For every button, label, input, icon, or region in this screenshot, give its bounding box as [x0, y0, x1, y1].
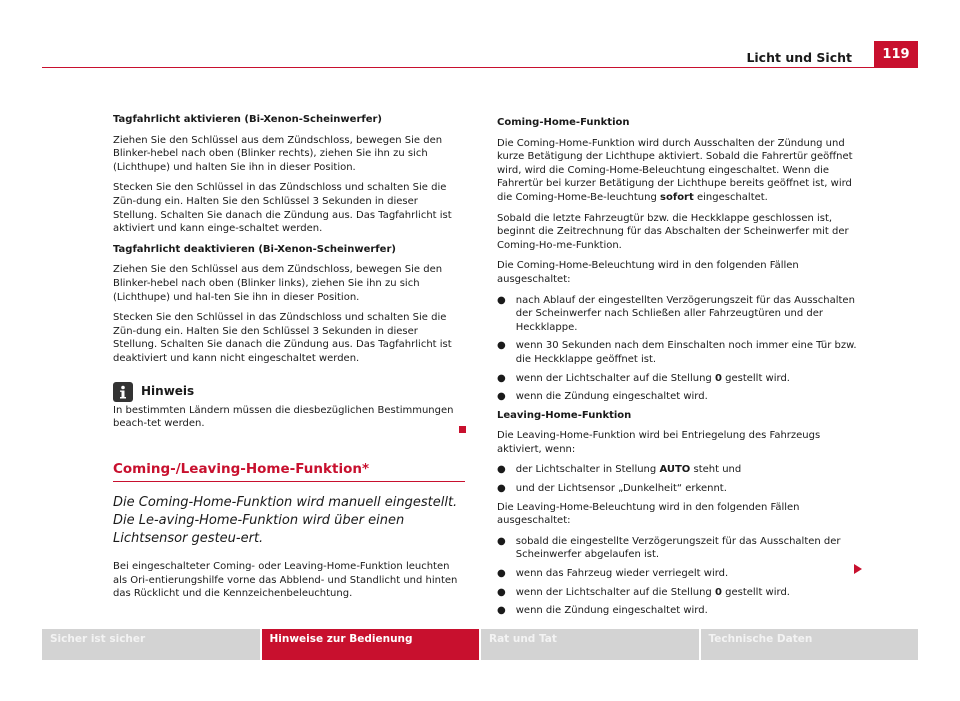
bullet-icon: ●: [497, 294, 506, 306]
bullet-icon: ●: [497, 372, 506, 384]
section-title: Licht und Sicht: [746, 50, 852, 65]
list-item: ● sobald die eingestellte Verzögerungszeit für das Ausschalten der Scheinwerfer abgelaufen ist.: [497, 535, 841, 561]
end-of-section-marker: [459, 426, 466, 433]
right-column: [497, 116, 857, 623]
paragraph: Die Coming-Home-Funktion wird durch Ausschalten der Zündung und kurze Betätigung der Lichthupe aktiviert. Sobald die Fahrertür geöffnet wird, wird die Coming-Home-Beleuchtung eingeschaltet. Wenn die Fahrertür bei kurzer Betätigung der Lichthupe bereits geöffnet ist, wird die Coming-Home-Be-leuchtung sofort eingeschaltet.: [497, 137, 853, 203]
note-header: [113, 382, 465, 402]
paragraph: Bei eingeschalteter Coming- oder Leaving-Home-Funktion leuchten als Ori-entierungshilfe vorne das Abblend- und Standlicht und hinten das Rücklicht und die Kennzeichenbeleuchtung.: [113, 561, 458, 600]
list-item: ● nach Ablauf der eingestellten Verzögerungszeit für das Ausschalten der Scheinwerfer nach Schließen aller Fahrzeugtüren und der Heckklappe.: [497, 294, 855, 333]
bullet-icon: ●: [497, 483, 506, 495]
chapter-nav: [42, 629, 918, 660]
bullet-icon: ●: [497, 605, 506, 617]
switch-position-auto: AUTO: [659, 464, 691, 476]
section-heading: Coming-/Leaving-Home-Funktion*: [113, 463, 465, 483]
list-item: ● wenn die Zündung eingeschaltet wird.: [497, 605, 708, 617]
info-icon: [113, 382, 133, 402]
subheading-deactivate: Tagfahrlicht deaktivieren (Bi-Xenon-Scheinwerfer): [113, 243, 396, 255]
list-item: ● wenn die Zündung eingeschaltet wird.: [497, 391, 708, 403]
emphasis: sofort: [660, 191, 694, 203]
paragraph: Sobald die letzte Fahrzeugtür bzw. die Heckklappe geschlossen ist, beginnt die Zeitrechnung für das Abschalten der Scheinwerfer mit der Coming-Ho-me-Funktion.: [497, 212, 849, 251]
tab-hinweise-zur-bedienung[interactable]: Hinweise zur Bedienung: [262, 629, 480, 660]
page-number: 119: [874, 41, 918, 68]
subheading-coming-home: Coming-Home-Funktion: [497, 117, 630, 128]
bullet-icon: ●: [497, 391, 506, 403]
bullet-icon: ●: [497, 535, 506, 547]
list-item: ● wenn der Lichtschalter auf die Stellung 0 gestellt wird.: [497, 586, 790, 598]
paragraph: Die Coming-Home-Beleuchtung wird in den folgenden Fällen ausgeschaltet:: [497, 260, 799, 285]
header-rule: [42, 67, 918, 68]
tab-sicher-ist-sicher[interactable]: Sicher ist sicher: [42, 629, 260, 660]
note-text: In bestimmten Ländern müssen die diesbezüglichen Bestimmungen beach-tet werden.: [113, 404, 454, 430]
paragraph: Die Leaving-Home-Funktion wird bei Entriegelung des Fahrzeugs aktiviert, wenn:: [497, 430, 821, 455]
switch-position-0: 0: [714, 372, 722, 384]
continue-arrow-icon: [854, 564, 862, 574]
subheading-leaving-home: Leaving-Home-Funktion: [497, 409, 632, 421]
bullet-icon: ●: [497, 586, 506, 598]
note-title: Hinweis: [141, 383, 195, 398]
paragraph: Ziehen Sie den Schlüssel aus dem Zündschloss, bewegen Sie den Blinker-hebel nach oben (Blinker links), ziehen Sie ihn zu sich (Lichthupe) und hal-ten Sie ihn in dieser Position.: [113, 264, 443, 303]
paragraph: Die Leaving-Home-Beleuchtung wird in den folgenden Fällen ausgeschaltet:: [497, 501, 800, 527]
note-box: [113, 382, 465, 431]
tab-rat-und-tat[interactable]: Rat und Tat: [481, 629, 699, 660]
tab-technische-daten[interactable]: Technische Daten: [701, 629, 919, 660]
left-column: [113, 113, 465, 608]
subheading-activate: Tagfahrlicht aktivieren (Bi-Xenon-Scheinwerfer): [113, 114, 383, 125]
list-item: ● wenn der Lichtschalter auf die Stellung 0 gestellt wird.: [497, 372, 790, 384]
section-intro: Die Coming-Home-Funktion wird manuell eingestellt. Die Le-aving-Home-Funktion wird über einen Lichtsensor gesteu-ert.: [113, 495, 458, 547]
bullet-icon: ●: [497, 568, 506, 580]
paragraph: Stecken Sie den Schlüssel in das Zündschloss und schalten Sie die Zün-dung ein. Halten Sie den Schlüssel 3 Sekunden in dieser Stellung. Schalten Sie danach die Zündung aus. Das Tagfahrlicht ist deaktiviert und kann nicht eingeschaltet werden.: [113, 312, 452, 364]
paragraph: Ziehen Sie den Schlüssel aus dem Zündschloss, bewegen Sie den Blinker-hebel nach oben (Blinker rechts), ziehen Sie ihn zu sich (Lichthupe) und halten Sie ihn in dieser Position.: [113, 134, 443, 173]
switch-position-0: 0: [714, 586, 722, 598]
bullet-icon: ●: [497, 464, 506, 476]
list-item: ● wenn 30 Sekunden nach dem Einschalten noch immer eine Tür bzw. die Heckklappe geöffnet ist.: [497, 340, 857, 365]
list-item: ● wenn das Fahrzeug wieder verriegelt wird.: [497, 568, 729, 580]
bullet-icon: ●: [497, 340, 506, 352]
list-item: ● und der Lichtsensor „Dunkelheit“ erkennt.: [497, 483, 727, 495]
list-item: ● der Lichtschalter in Stellung AUTO steht und: [497, 464, 742, 476]
paragraph: Stecken Sie den Schlüssel in das Zündschloss und schalten Sie die Zün-dung ein. Halten Sie den Schlüssel 3 Sekunden in dieser Stellung. Schalten Sie danach die Zündung aus. Das Tagfahrlicht ist aktiviert und kann einge-schaltet werden.: [113, 182, 452, 235]
